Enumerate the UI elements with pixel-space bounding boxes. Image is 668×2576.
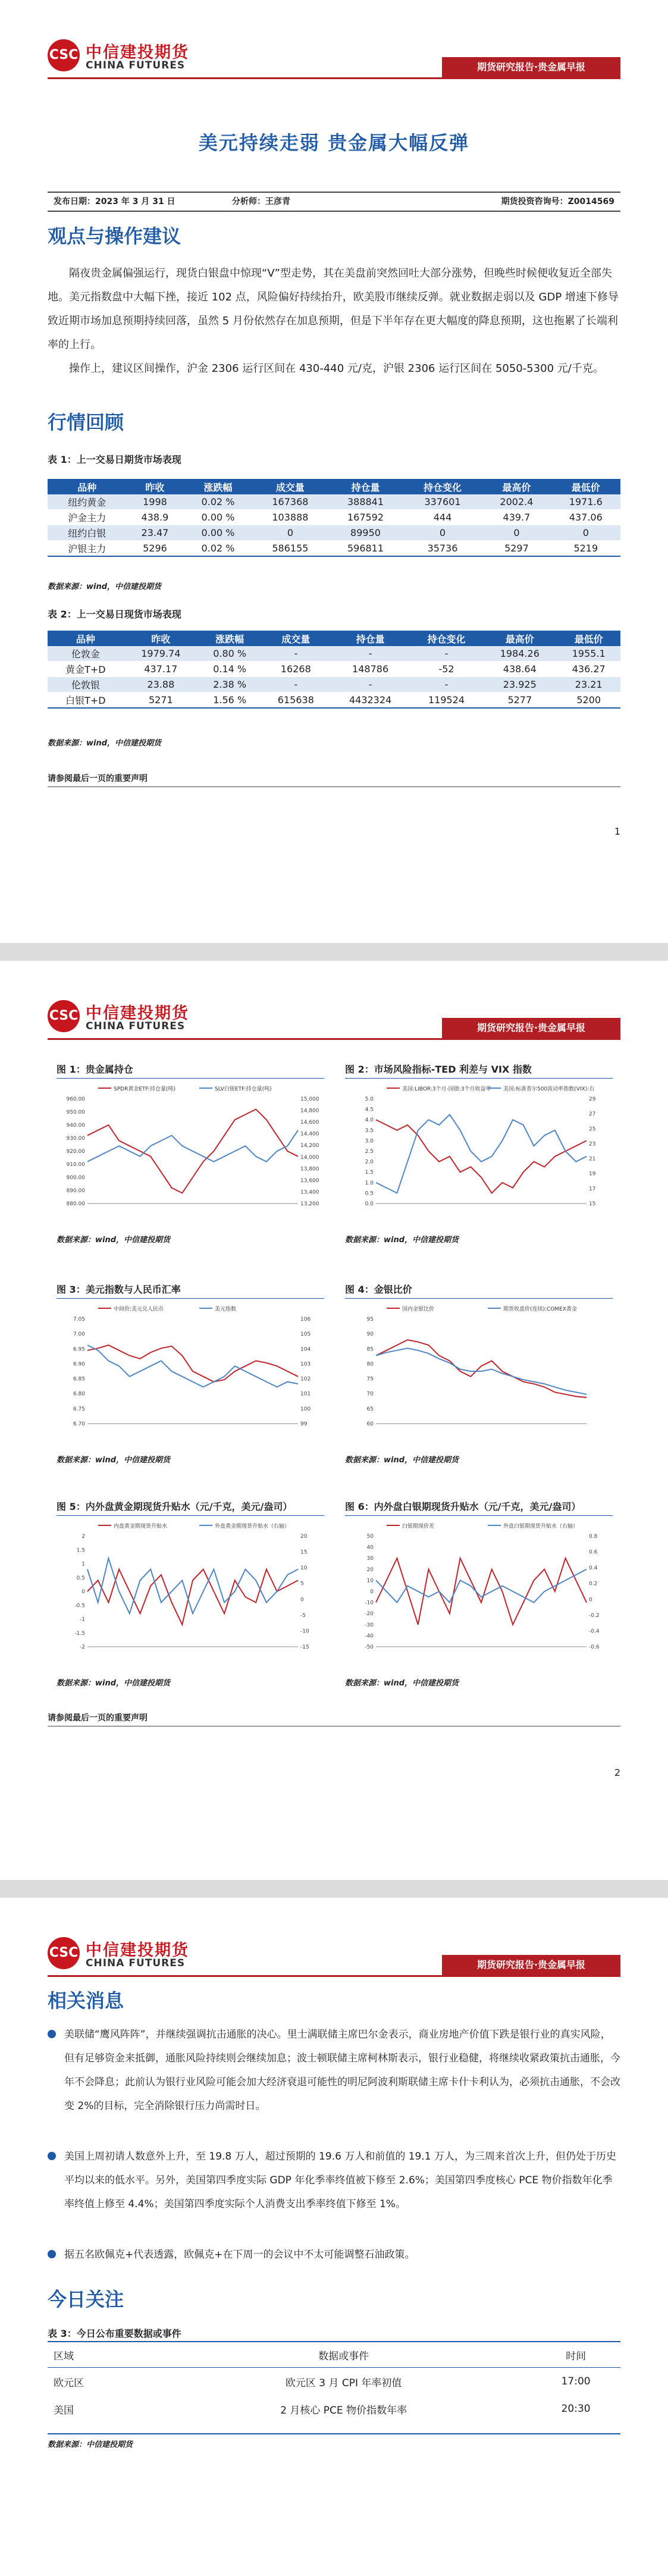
column-header: 区域: [48, 2342, 156, 2368]
y-tick-label: 5.0: [365, 1096, 374, 1102]
table-row: [48, 510, 620, 525]
table-row: [48, 662, 620, 677]
y2-tick-label: -0.2: [589, 1612, 600, 1619]
table-cell: 35736: [403, 541, 482, 557]
y2-tick-label: 101: [300, 1391, 311, 1397]
table-cell: 2.38 %: [198, 677, 261, 692]
table-cell: 337601: [403, 494, 482, 510]
news-text: 美国上周初请人数意外上升，至 19.8 万人，超过预期的 19.6 万人和前值的 19.1 万人，为三周来首次上升，但仍处于历史平均以来的低水平。另外，美国第四季度实际 GDP 年化季率终值被下修至 2.6%；美国第四季度核心 PCE 物价指数年化季率终值上修至 4.4%；美国第四季度实际个人消费支出季率终值下修至 1%。: [64, 2151, 616, 2210]
column-header: 时间: [531, 2342, 620, 2368]
y-tick-label: -10: [365, 1600, 374, 1606]
table-cell: 1.56 %: [198, 692, 261, 709]
y-tick-label: 50: [366, 1534, 374, 1540]
table-cell: 103888: [253, 510, 328, 525]
y2-tick-label: 13,200: [300, 1201, 319, 1207]
y-tick-label: 85: [366, 1346, 374, 1353]
y-tick-label: 2: [81, 1534, 85, 1540]
y-tick-label: -1: [80, 1616, 85, 1623]
chart-gold-basis: [57, 1516, 324, 1671]
y-tick-label: 6.75: [73, 1406, 85, 1412]
column-header: 品种: [48, 479, 126, 494]
y-tick-label: -0.5: [74, 1603, 85, 1609]
table-row: [48, 677, 620, 692]
y2-tick-label: 15: [300, 1549, 308, 1556]
y-tick-label: -1.5: [74, 1630, 85, 1637]
table-cell: 0.14 %: [198, 662, 261, 677]
column-header: 昨收: [124, 631, 198, 646]
y2-tick-label: 15: [589, 1201, 596, 1207]
table2-source: 数据来源：wind，中信建投期货: [48, 739, 162, 748]
y2-tick-label: 14,200: [300, 1143, 319, 1149]
column-header: 成交量: [261, 631, 330, 646]
y-tick-label: 3.5: [365, 1127, 374, 1134]
column-header: 成交量: [253, 479, 328, 494]
y2-tick-label: 103: [300, 1361, 311, 1368]
publish-date: 发布日期：2023 年 3 月 31 日: [54, 197, 175, 206]
table-cell: 2002.4: [482, 494, 551, 510]
news-item: [48, 2145, 620, 2216]
spot-table-header: [48, 631, 620, 646]
y2-tick-label: 5: [300, 1581, 304, 1587]
table-cell: 5296: [126, 541, 183, 557]
logo-mark: CSC: [48, 1000, 80, 1032]
events-table: [48, 2341, 620, 2423]
table1-source: 数据来源：wind，中信建投期货: [48, 582, 162, 591]
series-line: [376, 1558, 587, 1625]
y2-tick-label: -5: [300, 1612, 306, 1619]
y2-tick-label: 10: [300, 1565, 308, 1572]
figure-6: [345, 1499, 613, 1688]
page-header: [48, 996, 620, 1040]
disclaimer: 请参阅最后一页的重要声明: [48, 772, 620, 787]
company-logo: [48, 996, 226, 1036]
column-header: 品种: [48, 631, 124, 646]
table-cell: 纽约白银: [48, 525, 126, 541]
table-cell: 17:00: [561, 2376, 591, 2387]
y-tick-label: 920.00: [66, 1149, 85, 1155]
table-cell: 伦敦金: [48, 646, 124, 662]
table1-caption: 表 1：上一交易日期货市场表现: [48, 454, 181, 465]
table-cell: 436.27: [557, 662, 620, 677]
column-header: 最低价: [557, 631, 620, 646]
y-tick-label: 6.70: [73, 1421, 85, 1427]
y-tick-label: 0: [81, 1589, 85, 1595]
paragraph-operation: 操作上，建议区间操作，沪金 2306 运行区间在 430-440 元/克，沪银 2306 运行区间在 5050-5300 元/千克。: [69, 362, 604, 375]
y-tick-label: 4.0: [365, 1117, 374, 1124]
logo-cn: 中信建投期货: [86, 1941, 189, 1960]
figure-source: 数据来源：wind，中信建投期货: [57, 1236, 171, 1245]
y-tick-label: 3.0: [365, 1138, 374, 1145]
report-tag: 期货研究报告·贵金属早报: [442, 1955, 620, 1975]
bullet-icon: [48, 2030, 56, 2038]
logo-cn: 中信建投期货: [86, 43, 189, 62]
figure-caption: 图 1：贵金属持仓: [57, 1062, 324, 1079]
y-tick-label: 0.5: [76, 1575, 85, 1581]
page-3: [0, 1898, 668, 2576]
legend-label: 外盘黄金期现货升贴水（右轴）: [215, 1524, 290, 1530]
y2-tick-label: 0.8: [589, 1534, 598, 1540]
legend-label: SLV白银ETF:持仓量(吨): [215, 1086, 272, 1092]
legend-label: 美国:标准普尔500波动率指数(VIX):右: [503, 1086, 595, 1092]
table-cell: -: [261, 646, 330, 662]
series-line: [376, 1569, 587, 1603]
table-cell: 黄金T+D: [48, 662, 124, 677]
table2-caption: 表 2：上一交易日现货市场表现: [48, 609, 181, 620]
table-cell: -: [330, 646, 410, 662]
table-cell: 5277: [482, 692, 557, 709]
figure-source: 数据来源：wind，中信建投期货: [345, 1236, 459, 1245]
y-tick-label: 90: [366, 1331, 374, 1338]
y-tick-label: 1.0: [365, 1180, 374, 1186]
figure-1: [57, 1062, 324, 1245]
y-tick-label: 1.5: [365, 1170, 374, 1176]
table-cell: -: [410, 646, 482, 662]
table-cell: 1955.1: [557, 646, 620, 662]
table-cell: 437.06: [551, 510, 620, 525]
y-tick-label: 890.00: [66, 1188, 85, 1194]
table-cell: 23.925: [482, 677, 557, 692]
section-heading-news: 相关消息: [48, 1989, 124, 2012]
certificate-number: 期货投资咨询号：Z0014569: [501, 197, 614, 206]
table-cell: 148786: [330, 662, 410, 677]
figure-caption: 图 3：美元指数与人民币汇率: [57, 1282, 324, 1299]
y2-tick-label: -15: [300, 1644, 309, 1650]
column-header: 持仓变化: [403, 479, 482, 494]
y2-tick-label: 0: [300, 1597, 304, 1603]
table-cell: 0: [403, 525, 482, 541]
futures-table: [48, 479, 620, 557]
table-cell: -: [330, 677, 410, 692]
y2-tick-label: 100: [300, 1406, 311, 1412]
table-cell: 纽约黄金: [48, 494, 126, 510]
table-cell: 欧元区: [54, 2377, 84, 2389]
y2-tick-label: -0.6: [589, 1644, 600, 1650]
y2-tick-label: -10: [300, 1628, 309, 1635]
table-cell: 2 月核心 PCE 物价指数年率: [280, 2404, 407, 2417]
company-logo: [48, 1933, 226, 1973]
y2-tick-label: 14,600: [300, 1120, 319, 1126]
futures-table-header: [48, 479, 620, 494]
y-tick-label: 2.0: [365, 1159, 374, 1165]
y-tick-label: -20: [365, 1611, 374, 1618]
table-cell: 0.00 %: [183, 525, 252, 541]
y-tick-label: 1.5: [76, 1547, 85, 1554]
page-header: [48, 36, 620, 79]
y-tick-label: 950.00: [66, 1110, 85, 1115]
chart-usd-cny: [57, 1299, 324, 1447]
news-item: [48, 2023, 620, 2118]
y-tick-label: 60: [366, 1421, 374, 1427]
table-cell: 596811: [328, 541, 403, 557]
legend-label: 中间价:美元兑人民币: [114, 1306, 164, 1312]
paragraph-views: 隔夜贵金属偏强运行，现货白银盘中惊现“V”型走势，其在美盘前突然回吐大部分涨势，但晚些时候便收复近全部失地。美元指数盘中大幅下挫，接近 102 点，风险偏好持续抬升，欧美股市继续反弹。就业数据走弱以及 GDP 增速下修导致近期市场加息预期持续回落，虽然 5 月份依然存在加息预期，但是下半年存在更大幅度的降息预期，这也拖累了长端利率的上行。: [48, 267, 619, 351]
y-tick-label: 940.00: [66, 1123, 85, 1129]
logo-en: CHINA FUTURES: [86, 1020, 186, 1032]
y-tick-label: 6.85: [73, 1376, 85, 1383]
table3-source: 数据来源：中信建投期货: [48, 2433, 620, 2449]
y2-tick-label: 14,400: [300, 1131, 319, 1137]
table-cell: 438.9: [126, 510, 183, 525]
y2-tick-label: 106: [300, 1317, 311, 1323]
y-tick-label: 30: [366, 1556, 374, 1562]
table-row: [48, 646, 620, 662]
y-tick-label: 960.00: [66, 1096, 85, 1102]
chart-ted-vix: [345, 1079, 613, 1227]
column-header: 数据或事件: [156, 2342, 531, 2368]
column-header: 持仓量: [330, 631, 410, 646]
y-tick-label: -40: [365, 1633, 374, 1640]
column-header: 昨收: [126, 479, 183, 494]
y-tick-label: 80: [366, 1361, 374, 1368]
section-heading-review: 行情回顾: [48, 411, 124, 434]
y-tick-label: 900.00: [66, 1175, 85, 1181]
series-line: [376, 1348, 587, 1394]
table-cell: 23.88: [124, 677, 198, 692]
y2-tick-label: 13,400: [300, 1189, 319, 1196]
table-cell: 0.02 %: [183, 541, 252, 557]
logo-en: CHINA FUTURES: [86, 1957, 186, 1969]
bullet-icon: [48, 2250, 56, 2258]
table-cell: 1971.6: [551, 494, 620, 510]
table-cell: -52: [410, 662, 482, 677]
series-line: [87, 1558, 298, 1613]
chart-gold-silver-ratio: [345, 1299, 613, 1447]
section-heading-today: 今日关注: [48, 2288, 124, 2311]
y2-tick-label: 105: [300, 1331, 311, 1338]
figure-source: 数据来源：wind，中信建投期货: [345, 1679, 459, 1688]
column-header: 涨跌幅: [198, 631, 261, 646]
y-tick-label: 65: [366, 1406, 374, 1412]
logo-cn: 中信建投期货: [86, 1004, 189, 1023]
table-cell: 沪银主力: [48, 541, 126, 557]
page-header: [48, 1933, 620, 1977]
report-tag: 期货研究报告·贵金属早报: [442, 1018, 620, 1038]
table-cell: -: [261, 677, 330, 692]
y-tick-label: -50: [365, 1644, 374, 1650]
y2-tick-label: 13,800: [300, 1166, 319, 1173]
column-header: 持仓量: [328, 479, 403, 494]
y2-tick-label: 25: [589, 1126, 596, 1133]
series-line: [376, 1114, 587, 1193]
table-row: [48, 525, 620, 541]
table-row: [48, 692, 620, 709]
y2-tick-label: 13,600: [300, 1177, 319, 1184]
analyst: 分析师：王彦青: [232, 197, 290, 206]
figure-5: [57, 1499, 324, 1688]
figure-source: 数据来源：wind，中信建投期货: [57, 1679, 171, 1688]
table-cell: 0.80 %: [198, 646, 261, 662]
figure-3: [57, 1282, 324, 1465]
table-cell: 0.02 %: [183, 494, 252, 510]
table-cell: 伦敦银: [48, 677, 124, 692]
y2-tick-label: 99: [300, 1421, 308, 1427]
y2-tick-label: 27: [589, 1111, 596, 1118]
y2-tick-label: 23: [589, 1141, 596, 1148]
y-tick-label: -2: [80, 1644, 85, 1650]
y2-tick-label: 0.6: [589, 1549, 598, 1556]
column-header: 最低价: [551, 479, 620, 494]
logo-mark: CSC: [48, 1937, 80, 1969]
legend-label: SPDR黄金ETF:持仓量(吨): [114, 1086, 176, 1092]
table-cell: 167592: [328, 510, 403, 525]
y-tick-label: 0.5: [365, 1190, 374, 1197]
y-tick-label: 0: [370, 1589, 374, 1595]
table-cell: 20:30: [561, 2403, 591, 2415]
table-cell: 437.17: [124, 662, 198, 677]
y-tick-label: 40: [366, 1544, 374, 1551]
table-cell: 586155: [253, 541, 328, 557]
legend-label: 美国:LIBOR:3个月-国债:3个月收益率: [402, 1086, 491, 1092]
legend-label: 美元指数: [215, 1306, 237, 1312]
table-cell: 0.00 %: [183, 510, 252, 525]
legend-label: 外盘白银期现货升贴水（右轴）: [503, 1524, 579, 1530]
y2-tick-label: 20: [300, 1534, 308, 1540]
y-tick-label: 6.80: [73, 1391, 85, 1397]
news-text: 据五名欧佩克+代表透露，欧佩克+在下周一的会议中不太可能调整石油政策。: [64, 2249, 415, 2261]
news-text: 美联储“鹰风阵阵”，并继续强调抗击通胀的决心。里士满联储主席巴尔金表示，商业房地产价值下跌是银行业的真实风险，但有足够资金来抵御，通胀风险持续则会继续加息；波士顿联储主席柯林斯表示，银行业稳健，将继续收紧政策抗击通胀，今年不会降息；此前认为银行业风险可能会加大经济衰退可能性的明尼阿波利斯联储主席卡什卡利认为，必须抗击通胀，不会改变 2%的目标，完全消除银行压力尚需时日。: [64, 2029, 620, 2112]
legend-label: 内盘黄金期现货升贴水: [114, 1524, 168, 1530]
figure-caption: 图 6：内外盘白银期现货升贴水（元/千克，美元/盎司）: [345, 1499, 613, 1516]
table-cell: 美国: [54, 2404, 74, 2417]
table-cell: 1984.26: [482, 646, 557, 662]
table-cell: 5219: [551, 541, 620, 557]
table-cell: 119524: [410, 692, 482, 709]
disclaimer: 请参阅最后一页的重要声明: [48, 1712, 620, 1726]
table-cell: 167368: [253, 494, 328, 510]
y2-tick-label: 0: [589, 1597, 592, 1603]
y-tick-label: 0.0: [365, 1201, 374, 1207]
table-cell: -: [410, 677, 482, 692]
news-item: [48, 2243, 620, 2267]
legend-label: 白银期现价差: [402, 1524, 435, 1530]
table-cell: 1979.74: [124, 646, 198, 662]
column-header: 持仓变化: [410, 631, 482, 646]
y2-tick-label: 0.4: [589, 1565, 598, 1572]
y2-tick-label: 14,000: [300, 1154, 319, 1161]
chart-silver-basis: [345, 1516, 613, 1671]
legend-label: 国内金银比价: [402, 1306, 435, 1312]
table-cell: 欧元区 3 月 CPI 年率初值: [285, 2377, 402, 2389]
report-title: 美元持续走弱 贵金属大幅反弹: [198, 131, 470, 154]
y2-tick-label: 17: [589, 1186, 596, 1192]
table-row: [48, 2395, 620, 2423]
y-tick-label: 7.00: [73, 1331, 85, 1338]
bullet-icon: [48, 2152, 56, 2160]
table-cell: 白银T+D: [48, 692, 124, 709]
report-meta: [48, 192, 620, 212]
y-tick-label: 70: [366, 1391, 374, 1397]
y2-tick-label: 21: [589, 1156, 596, 1162]
y-tick-label: 4.5: [365, 1107, 374, 1113]
page-2: [0, 961, 668, 1880]
column-header: 最高价: [482, 631, 557, 646]
table-cell: 4432324: [330, 692, 410, 709]
figure-4: [345, 1282, 613, 1465]
table-cell: 5271: [124, 692, 198, 709]
table-cell: 23.47: [126, 525, 183, 541]
table-cell: 5200: [557, 692, 620, 709]
figure-caption: 图 2：市场风险指标-TED 利差与 VIX 指数: [345, 1062, 613, 1079]
logo-mark: CSC: [48, 39, 80, 71]
y-tick-label: 930.00: [66, 1136, 85, 1142]
y-tick-label: 910.00: [66, 1162, 85, 1168]
table-cell: 444: [403, 510, 482, 525]
table-row: [48, 541, 620, 557]
table-cell: 沪金主力: [48, 510, 126, 525]
page-number: 2: [614, 1767, 620, 1778]
page-number: 1: [614, 826, 620, 837]
spot-table: [48, 631, 620, 709]
table-row: [48, 2368, 620, 2396]
figure-caption: 图 5：内外盘黄金期现货升贴水（元/千克，美元/盎司）: [57, 1499, 324, 1516]
chart-gold-silver-holdings: [57, 1079, 324, 1227]
column-header: 涨跌幅: [183, 479, 252, 494]
figure-source: 数据来源：wind，中信建投期货: [345, 1456, 459, 1465]
company-logo: [48, 36, 226, 75]
table-cell: 0: [482, 525, 551, 541]
y-tick-label: 6.95: [73, 1346, 85, 1353]
table-cell: 23.21: [557, 677, 620, 692]
table-row: [48, 494, 620, 510]
page-1: [0, 0, 668, 943]
y-tick-label: 2.5: [365, 1149, 374, 1155]
table3-caption: 表 3：今日公布重要数据或事件: [48, 2328, 181, 2339]
y2-tick-label: -0.4: [589, 1628, 600, 1635]
table-cell: 16268: [261, 662, 330, 677]
series-line: [87, 1130, 298, 1162]
y-tick-label: 1: [81, 1561, 85, 1568]
y-tick-label: 880.00: [66, 1201, 85, 1207]
series-line: [87, 1569, 298, 1625]
series-line: [87, 1345, 298, 1382]
table-cell: 0: [551, 525, 620, 541]
y2-tick-label: 104: [300, 1346, 311, 1353]
y2-tick-label: 102: [300, 1376, 311, 1383]
logo-en: CHINA FUTURES: [86, 59, 186, 71]
figure-caption: 图 4：金银比价: [345, 1282, 613, 1299]
y-tick-label: 20: [366, 1566, 374, 1573]
y-tick-label: 95: [366, 1317, 374, 1323]
y-tick-label: 10: [366, 1578, 374, 1584]
series-line: [87, 1345, 298, 1387]
table-cell: 5297: [482, 541, 551, 557]
y2-tick-label: 15,000: [300, 1096, 319, 1102]
y2-tick-label: 29: [589, 1096, 596, 1102]
y-tick-label: -30: [365, 1622, 374, 1628]
y-tick-label: 75: [366, 1376, 374, 1383]
column-header: 最高价: [482, 479, 551, 494]
table-cell: 438.64: [482, 662, 557, 677]
y-tick-label: 7.05: [73, 1317, 85, 1323]
figure-2: [345, 1062, 613, 1245]
table-cell: 439.7: [482, 510, 551, 525]
legend-label: 期货收盘价(连续):COMEX黄金: [503, 1306, 578, 1312]
y-tick-label: 6.90: [73, 1361, 85, 1368]
table-cell: 0: [253, 525, 328, 541]
events-table-header: [48, 2342, 620, 2368]
table-cell: 615638: [261, 692, 330, 709]
table-cell: 388841: [328, 494, 403, 510]
figure-source: 数据来源：wind，中信建投期货: [57, 1456, 171, 1465]
y2-tick-label: 19: [589, 1171, 596, 1177]
section-heading-views: 观点与操作建议: [48, 225, 181, 247]
y2-tick-label: 0.2: [589, 1581, 598, 1587]
table-cell: 1998: [126, 494, 183, 510]
y2-tick-label: 14,800: [300, 1108, 319, 1114]
report-tag: 期货研究报告·贵金属早报: [442, 57, 620, 77]
table-cell: 89950: [328, 525, 403, 541]
